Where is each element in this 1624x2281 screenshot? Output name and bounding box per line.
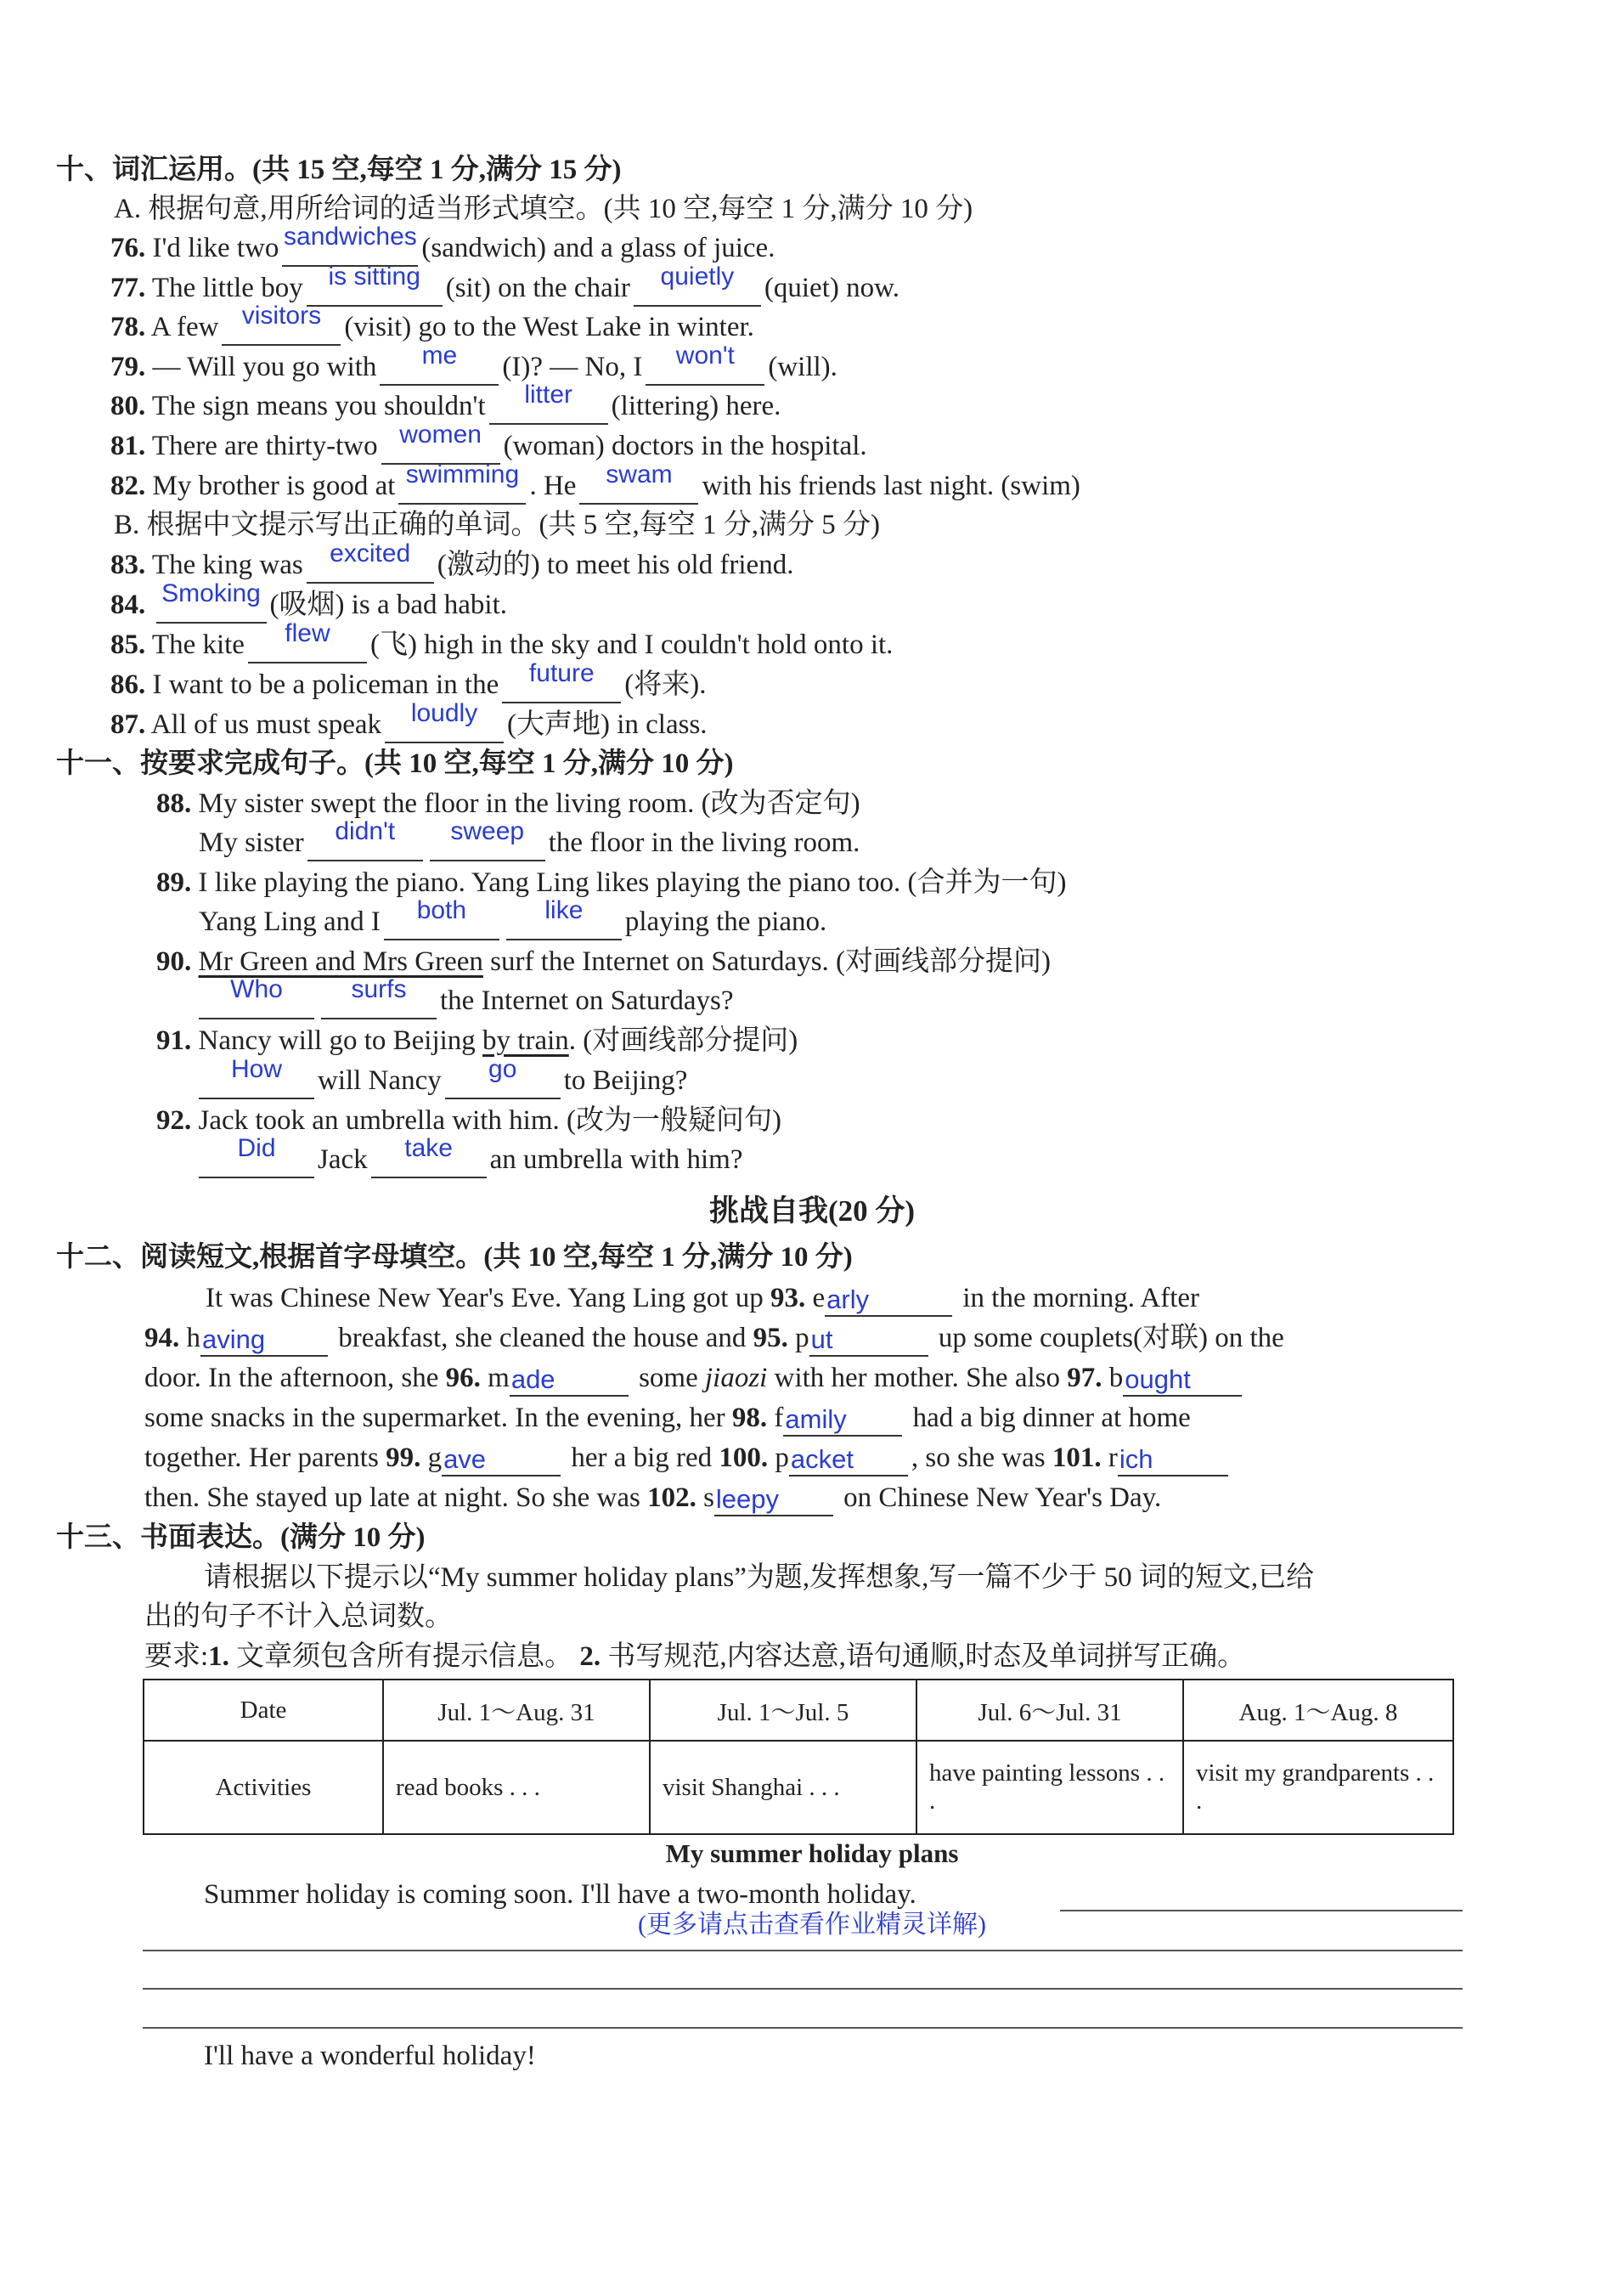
question-text: My brother is good at	[152, 471, 396, 501]
table-row	[144, 1741, 1453, 1834]
passage-line-1	[206, 1279, 1199, 1317]
question-text: (will).	[768, 352, 837, 382]
question-text: The king was	[151, 550, 303, 580]
question-number: 81.	[110, 431, 146, 461]
answer: loudly	[410, 699, 478, 727]
answer-blank	[579, 460, 698, 505]
answer: surfs	[351, 975, 407, 1003]
answer-blank	[199, 1055, 314, 1099]
answer: ave	[443, 1444, 487, 1474]
question-text: to Beijing?	[563, 1065, 688, 1096]
question-text: (飞) high in the sky and I couldn't hold onto it.	[369, 630, 894, 660]
answer-blank	[385, 699, 504, 743]
question-number: 90.	[156, 946, 192, 977]
question-text: will Nancy	[318, 1065, 442, 1096]
more-details-link[interactable]: (更多请点击查看作业精灵详解)	[638, 1911, 986, 1939]
answer-blank	[199, 1134, 314, 1178]
question-number: 97.	[1067, 1363, 1102, 1393]
passage-line-4	[144, 1399, 1191, 1437]
question-number: 82.	[110, 471, 146, 501]
section-11-title: 十一、按要求完成句子。(共 10 空,每空 1 分,满分 10 分)	[56, 748, 734, 779]
question-80	[110, 381, 781, 425]
table-cell: visit Shanghai . . .	[650, 1741, 916, 1834]
answer: take	[404, 1134, 453, 1162]
answer: Smoking	[161, 579, 261, 607]
question-text: All of us must speak	[150, 709, 382, 740]
table-cell: Activities	[144, 1741, 383, 1834]
answer: is sitting	[328, 263, 420, 291]
answer-blank	[502, 659, 621, 703]
question-85	[110, 619, 894, 663]
question-text: (I)? — No, I	[502, 352, 643, 382]
question-number: 100.	[719, 1443, 769, 1473]
question-text: A few	[150, 312, 219, 342]
answer: flew	[285, 619, 330, 647]
question-number: 85.	[110, 630, 146, 660]
table-cell: Jul. 1～Aug. 31	[383, 1680, 650, 1741]
part-a-instruction: A. 根据句意,用所给词的适当形式填空。(共 10 空,每空 1 分,满分 10 分)	[114, 194, 973, 224]
answer: me	[421, 342, 458, 370]
question-92-answer-line	[199, 1134, 743, 1178]
answer-blank	[321, 975, 437, 1019]
question-text: Yang Ling and I	[199, 906, 381, 937]
answer-blank	[381, 421, 500, 465]
table-cell: visit my grandparents . . .	[1183, 1741, 1453, 1834]
answer-blank	[809, 1321, 928, 1357]
question-text: the floor in the living room.	[548, 827, 860, 858]
question-82	[110, 460, 1080, 505]
answer: ich	[1119, 1444, 1153, 1474]
first-letter: e	[812, 1283, 826, 1313]
question-text: (将来).	[624, 669, 707, 700]
answer: women	[399, 421, 482, 449]
answer-blank	[783, 1401, 902, 1437]
answer: swam	[606, 460, 673, 488]
writing-prompt-line-1: 请根据以下提示以“My summer holiday plans”为题,发挥想象,写一篇不少于 50 词的短文,已给	[204, 1562, 1315, 1593]
table-cell: have painting lessons . . .	[916, 1741, 1183, 1834]
writing-line	[143, 1988, 1463, 1990]
passage-text: in the morning. After	[962, 1283, 1200, 1313]
answer-blank	[510, 1361, 629, 1397]
question-text: Jack took an umbrella with him. (改为一般疑问句)	[198, 1105, 781, 1136]
answer-blank	[380, 342, 499, 386]
question-88-answer-line	[199, 817, 860, 861]
question-text: The sign means you shouldn't	[151, 391, 486, 421]
writing-prompt-line-2: 出的句子不计入总词数。	[144, 1601, 453, 1632]
section-12-title: 十二、阅读短文,根据首字母填空。(共 10 空,每空 1 分,满分 10 分)	[56, 1242, 853, 1273]
requirements-label: 要求:	[144, 1641, 209, 1672]
answer: acket	[790, 1444, 854, 1474]
answer-blank	[714, 1481, 833, 1516]
question-78	[110, 302, 754, 346]
question-text: (visit) go to the West Lake in winter.	[344, 312, 754, 342]
first-letter: f	[774, 1403, 784, 1433]
requirement-text: 书写规范,内容达意,语句通顺,时态及单词拼写正确。	[607, 1641, 1246, 1672]
question-text: playing the piano.	[624, 906, 827, 937]
first-letter: m	[488, 1363, 510, 1393]
answer-blank	[634, 263, 761, 307]
answer: litter	[524, 381, 572, 409]
question-text: surf the Internet on Saturdays. (对画线部分提问)	[490, 946, 1052, 977]
question-number: 99.	[386, 1443, 421, 1473]
question-86	[110, 659, 707, 703]
essay-opening-sentence: Summer holiday is coming soon. I'll have a two-month holiday.	[204, 1879, 916, 1910]
passage-text: It was Chinese New Year's Eve. Yang Ling got up	[206, 1283, 764, 1313]
answer: didn't	[335, 817, 396, 845]
question-89-answer-line	[199, 896, 827, 940]
answer-blank	[248, 619, 367, 663]
question-number: 94.	[144, 1323, 180, 1353]
question-91-answer-line	[199, 1055, 688, 1099]
answer-blank	[200, 1321, 328, 1357]
question-text: (激动的) to meet his old friend.	[437, 550, 794, 580]
question-number: 89.	[156, 867, 192, 898]
table-cell: Aug. 1～Aug. 8	[1183, 1680, 1453, 1741]
passage-text: with her mother. She also	[774, 1363, 1060, 1393]
question-text: The little boy	[151, 273, 303, 303]
question-79	[110, 342, 837, 386]
passage-text: , so she was	[911, 1443, 1046, 1473]
passage-text: some	[639, 1363, 698, 1393]
passage-text: up some couplets(对联) on the	[938, 1323, 1284, 1353]
question-number: 79.	[110, 352, 146, 382]
question-number: 102.	[647, 1482, 696, 1513]
question-text: with his friends last night. (swim)	[702, 471, 1080, 501]
answer-blank	[156, 579, 267, 624]
question-text: (吸烟) is a bad habit.	[269, 590, 508, 620]
answer: Did	[237, 1134, 276, 1162]
question-number: 95.	[753, 1323, 788, 1353]
answer-blank	[282, 223, 418, 267]
answer: like	[544, 896, 584, 924]
answer: sandwiches	[284, 223, 417, 251]
question-83	[110, 539, 794, 584]
underlined-phrase: by train	[482, 1025, 569, 1056]
table-row	[144, 1680, 1453, 1741]
question-number: 91.	[156, 1025, 192, 1056]
passage-text: had a big dinner at home	[912, 1403, 1191, 1433]
question-text: the Internet on Saturdays?	[440, 985, 734, 1016]
answer: visitors	[241, 302, 322, 330]
question-text: (quiet) now.	[764, 273, 900, 303]
part-b-instruction: B. 根据中文提示写出正确的单词。(共 5 空,每空 1 分,满分 5 分)	[114, 510, 880, 540]
passage-text: some snacks in the supermarket. In the evening, her	[144, 1403, 725, 1433]
first-letter: r	[1108, 1443, 1118, 1473]
section-13-title: 十三、书面表达。(满分 10 分)	[56, 1522, 426, 1553]
question-number: 86.	[110, 669, 146, 700]
answer-blank	[307, 263, 443, 307]
passage-line-3	[144, 1359, 1245, 1397]
answer: amily	[785, 1404, 847, 1434]
question-text: I like playing the piano. Yang Ling likes playing the piano too. (合并为一句)	[198, 867, 1067, 898]
answer: won't	[675, 342, 735, 370]
section-10-title: 十、词汇运用。(共 15 空,每空 1 分,满分 15 分)	[56, 155, 622, 185]
requirement-text: 文章须包含所有提示信息。	[236, 1641, 573, 1672]
question-number: 93.	[770, 1283, 806, 1313]
question-text: — Will you go with	[152, 352, 377, 382]
question-text: I want to be a policeman in the	[152, 669, 499, 700]
answer-blank	[506, 896, 622, 940]
question-text: (sandwich) and a glass of juice.	[421, 233, 775, 263]
question-77	[110, 263, 900, 307]
first-letter: p	[775, 1443, 789, 1473]
answer: both	[416, 896, 467, 924]
table-cell: read books . . .	[383, 1741, 650, 1834]
first-letter: h	[186, 1323, 200, 1353]
first-letter: s	[703, 1482, 714, 1513]
answer-blank	[442, 1441, 561, 1476]
question-89	[156, 864, 1066, 901]
passage-line-5	[144, 1439, 1232, 1476]
question-text: . He	[529, 471, 577, 501]
underlined-phrase: Mr Green and Mrs Green	[198, 946, 483, 977]
table-cell: Jul. 6～Jul. 31	[916, 1680, 1183, 1741]
question-text: The kite	[151, 630, 245, 660]
passage-text: then. She stayed up late at night. So she was	[144, 1482, 640, 1513]
answer: future	[528, 659, 595, 687]
passage-text: her a big red	[571, 1443, 713, 1473]
answer: swimming	[405, 460, 520, 488]
passage-text: together. Her parents	[144, 1443, 379, 1473]
answer: ut	[810, 1324, 833, 1354]
table-cell: Date	[144, 1680, 383, 1741]
answer: excited	[330, 539, 411, 567]
challenge-heading: 挑战自我(20 分)	[708, 1194, 916, 1228]
essay-closing-sentence: I'll have a wonderful holiday!	[204, 2041, 536, 2071]
question-90-answer-line	[199, 975, 734, 1019]
answer-blank	[384, 896, 499, 940]
question-text: an umbrella with him?	[489, 1144, 743, 1175]
answer-blank	[307, 539, 434, 584]
question-number: 80.	[110, 391, 146, 421]
question-text: Jack	[318, 1144, 368, 1175]
answer-blank	[398, 460, 526, 505]
answer: quietly	[660, 263, 735, 291]
question-text: My sister	[199, 827, 304, 858]
question-number: 83.	[110, 550, 146, 580]
question-text: (sit) on the chair	[445, 273, 630, 303]
question-number: 88.	[156, 788, 192, 819]
essay-title: My summer holiday plans	[665, 1838, 959, 1868]
question-number: 76.	[110, 233, 146, 263]
answer-blank	[307, 817, 423, 861]
answer-blank	[199, 975, 314, 1019]
question-number: 87.	[110, 709, 146, 740]
answer-blank	[825, 1281, 952, 1317]
question-number: 96.	[445, 1363, 481, 1393]
answer: ade	[510, 1364, 555, 1394]
answer: ought	[1125, 1364, 1191, 1394]
holiday-plan-table	[143, 1679, 1454, 1835]
question-91	[156, 1022, 798, 1059]
question-text: I'd like two	[152, 233, 279, 263]
answer-blank	[445, 1055, 561, 1099]
answer-blank	[222, 302, 341, 346]
answer: sweep	[450, 817, 525, 845]
writing-line	[143, 2027, 1463, 2029]
answer: leepy	[715, 1484, 780, 1514]
requirement-number: 2.	[579, 1641, 601, 1672]
answer-blank	[430, 817, 545, 861]
passage-text-italic: jiaozi	[705, 1363, 768, 1393]
first-letter: g	[427, 1443, 443, 1473]
first-letter: b	[1108, 1363, 1124, 1393]
answer-blank	[371, 1134, 487, 1178]
answer-blank	[1118, 1441, 1228, 1476]
question-number: 78.	[110, 312, 146, 342]
answer-blank	[646, 342, 764, 386]
passage-text: on Chinese New Year's Day.	[843, 1482, 1162, 1513]
question-90	[156, 943, 1051, 980]
answer: Who	[230, 975, 283, 1003]
question-87	[110, 699, 708, 743]
question-text: (littering) here.	[611, 391, 781, 421]
question-text: Nancy will go to Beijing	[198, 1025, 476, 1056]
passage-line-6	[144, 1479, 1161, 1516]
question-text: My sister swept the floor in the living room. (改为否定句)	[198, 788, 860, 819]
question-number: 101.	[1052, 1443, 1102, 1473]
question-number: 77.	[110, 273, 146, 303]
question-number: 84.	[110, 590, 146, 620]
answer: arly	[826, 1284, 870, 1314]
answer: aving	[202, 1324, 266, 1354]
passage-line-2	[144, 1319, 1284, 1357]
question-number: 98.	[731, 1403, 768, 1433]
answer: go	[488, 1055, 517, 1083]
question-81	[110, 421, 867, 465]
table-cell: Jul. 1～Jul. 5	[650, 1680, 916, 1741]
question-text: (大声地) in class.	[507, 709, 708, 740]
question-84	[110, 579, 508, 624]
writing-line	[143, 1950, 1463, 1951]
question-text: There are thirty-two	[151, 431, 378, 461]
question-text: (woman) doctors in the hospital.	[503, 431, 867, 461]
requirement-number: 1.	[208, 1641, 229, 1672]
answer: How	[230, 1055, 282, 1083]
passage-text: breakfast, she cleaned the house and	[338, 1323, 747, 1353]
passage-text: door. In the afternoon, she	[144, 1363, 439, 1393]
question-number: 92.	[156, 1105, 192, 1136]
first-letter: p	[795, 1323, 809, 1353]
answer-blank	[489, 381, 608, 425]
writing-requirements	[144, 1638, 1245, 1675]
question-76	[110, 223, 775, 267]
answer-blank	[789, 1441, 908, 1476]
question-text: . (对画线部分提问)	[568, 1025, 798, 1056]
answer-blank	[1123, 1361, 1242, 1397]
